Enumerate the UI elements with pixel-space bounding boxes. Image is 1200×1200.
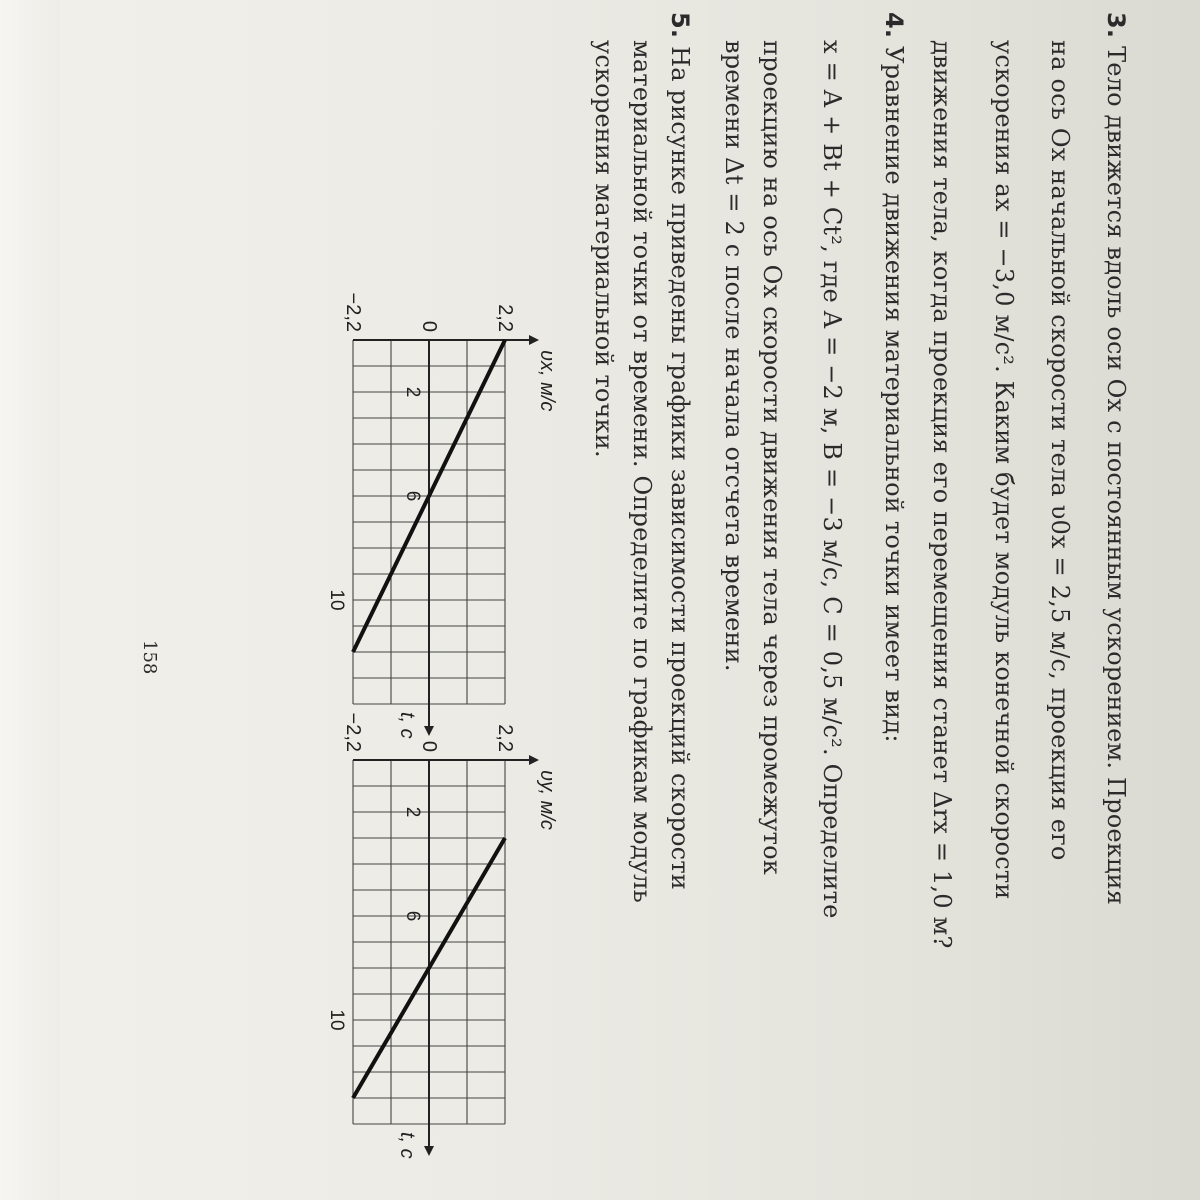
- graph-vy-xtick-label: 2: [402, 806, 423, 818]
- problem-4-line-2: x = A + Bt + Ct², где A = −2 м, B = −3 м/с, C = 0,5 м/с². Определите: [818, 40, 846, 919]
- graph-vx-ylabel: υx, м/с: [536, 350, 558, 412]
- velocity-graphs: [30, 0, 1170, 1200]
- problem-5-line-3: ускорения материальной точки.: [590, 40, 618, 458]
- graph-vy-ytick-label: 0: [418, 740, 440, 752]
- graph-vx-x-arrow: [424, 726, 434, 736]
- graph-vx-y-arrow: [529, 335, 539, 345]
- problem-4-line-3: проекцию на ось Ox скорости движения тела через промежуток: [758, 40, 786, 875]
- graph-vx-xlabel: t, с: [396, 712, 418, 739]
- rotated-content: [30, 0, 1170, 1200]
- problem-5-number: 5.: [666, 12, 694, 39]
- problem-3-text: Тело движется вдоль оси Ox с постоянным ускорением. Проекция: [1102, 46, 1130, 906]
- problem-3-number: 3.: [1102, 12, 1130, 39]
- graph-vx-ytick-label: 2,2: [494, 304, 516, 332]
- problem-3-line-2: на ось Ox начальной скорости тела υ0x = 2,5 м/с, проекция его: [1046, 40, 1074, 861]
- graph-vx-ytick-label: 0: [418, 320, 440, 332]
- problem-4-line-4: времени Δt = 2 с после начала отсчета времени.: [720, 40, 748, 672]
- graph-vy-ylabel: υy, м/с: [536, 770, 558, 830]
- problem-5-line-2: материальной точки от времени. Определите по графикам модуль: [628, 40, 656, 903]
- graph-vy-xtick-label: 10: [326, 1009, 347, 1031]
- problem-3-line-4: движения тела, когда проекция его перемещения станет Δrx = 1,0 м?: [928, 40, 956, 949]
- graph-vy-xtick-label: 6: [402, 910, 423, 922]
- problem-3-line-3: ускорения ax = −3,0 м/с². Каким будет модуль конечной скорости: [990, 40, 1018, 900]
- graph-vy-ytick-label: 2,2: [494, 724, 516, 752]
- page-number: 158: [139, 640, 160, 675]
- graph-vy-y-arrow: [529, 755, 539, 765]
- graph-vy-ytick-label: −2,2: [342, 712, 364, 752]
- graph-vy-x-arrow: [424, 1146, 434, 1156]
- graph-vx-xtick-label: 6: [402, 490, 423, 502]
- problem-5-text: На рисунке приведены графики зависимости проекций скорости: [666, 46, 694, 890]
- graph-vx-xtick-label: 2: [402, 386, 423, 398]
- graph-vy-xlabel: t, с: [396, 1132, 418, 1159]
- problem-4-number: 4.: [880, 12, 908, 39]
- graph-vx-ytick-label: −2,2: [342, 292, 364, 332]
- problem-4-text: Уравнение движения материальной точки имеет вид:: [880, 46, 908, 743]
- graph-vx-xtick-label: 10: [326, 589, 347, 611]
